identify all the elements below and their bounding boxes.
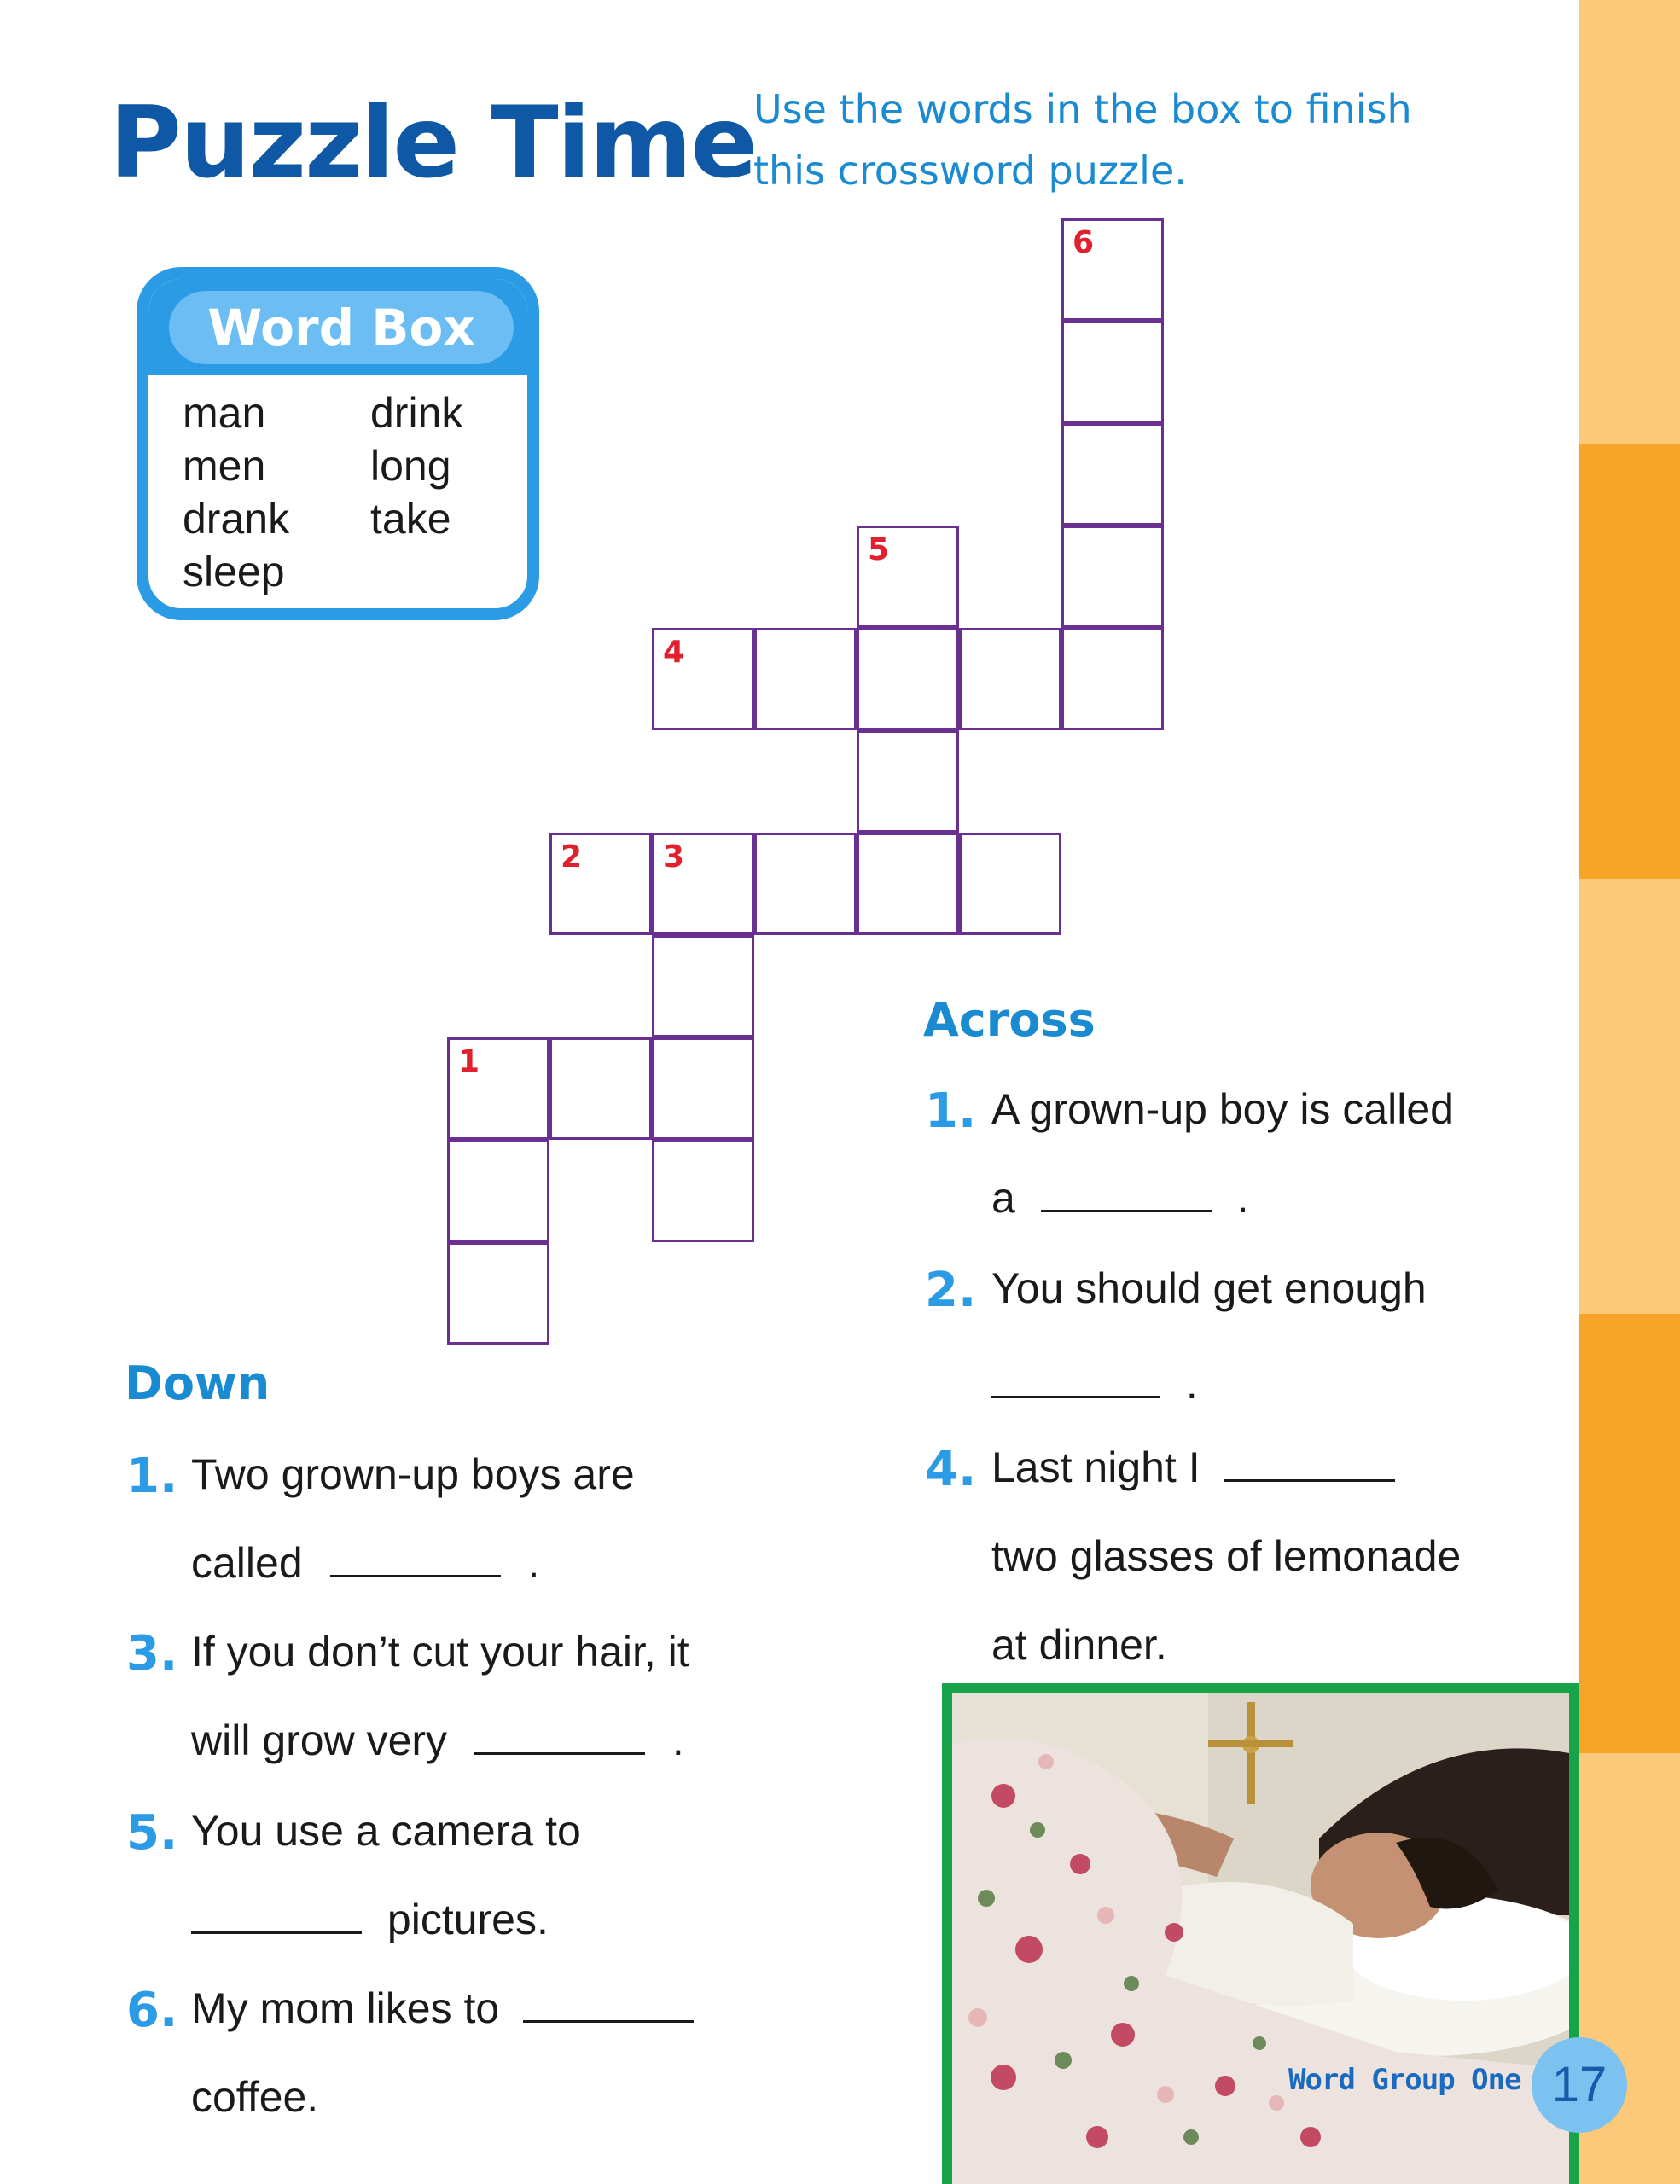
clue-text: You should get enough — [991, 1264, 1427, 1312]
section-label: Word Group One — [1288, 2063, 1521, 2097]
clue-number: 5 — [868, 532, 890, 567]
crossword-cell[interactable] — [754, 628, 857, 730]
clue-text: My mom likes to — [191, 1984, 500, 2032]
crossword-cell[interactable] — [754, 833, 857, 935]
clue-number: 6. — [126, 1983, 178, 2038]
crossword-cell[interactable] — [447, 1242, 549, 1345]
crossword-cell[interactable] — [652, 628, 754, 730]
answer-blank[interactable] — [523, 1983, 694, 2023]
clue-text: If you don’t cut your hair, it — [191, 1628, 689, 1676]
clue-number: 1 — [458, 1044, 480, 1079]
crossword-cell[interactable] — [1061, 628, 1164, 730]
clue-text: . — [1185, 1360, 1198, 1408]
word-list-item: man — [183, 389, 266, 437]
edge-tab — [1579, 879, 1680, 1314]
clue-number: 1. — [925, 1083, 977, 1139]
clue-text: Last night I — [991, 1443, 1200, 1491]
crossword-cell[interactable] — [652, 1037, 754, 1140]
word-box-title-pill — [169, 291, 514, 364]
word-list-item: take — [370, 495, 451, 543]
sleeping-man-illustration — [952, 1693, 1569, 2184]
clue-text: two glasses of lemonade — [991, 1532, 1462, 1580]
clue-number: 3 — [663, 839, 685, 874]
crossword-cell[interactable] — [652, 833, 754, 935]
word-box-header — [148, 279, 527, 375]
clue-text — [991, 1442, 1395, 1493]
word-list-item: drink — [370, 389, 463, 437]
crossword-cell[interactable] — [1061, 423, 1164, 526]
instructions-line: Use the words in the box to finish — [753, 86, 1412, 132]
answer-blank[interactable] — [330, 1537, 501, 1577]
clue-text: Two grown-up boys are — [191, 1450, 635, 1498]
clue-text — [191, 1537, 539, 1589]
crossword-cell[interactable] — [857, 628, 959, 730]
clue-text: You use a camera to — [191, 1807, 581, 1855]
crossword-cell[interactable] — [652, 935, 754, 1037]
crossword-cell[interactable] — [549, 833, 652, 935]
crossword-cell[interactable] — [857, 730, 959, 833]
edge-tab — [1579, 0, 1680, 444]
sleeping-man-photo — [942, 1683, 1579, 2184]
clue-number: 2. — [925, 1263, 977, 1318]
clue-number: 5. — [126, 1805, 178, 1861]
clue-text — [191, 1894, 549, 1945]
word-box — [137, 267, 539, 620]
clue-text: A grown-up boy is called — [991, 1085, 1454, 1133]
clue-number: 3. — [126, 1626, 178, 1682]
clue-text: called — [191, 1539, 303, 1587]
clue-text: . — [1236, 1174, 1249, 1222]
crossword-cell[interactable] — [447, 1140, 549, 1242]
word-list-item: men — [183, 442, 266, 490]
answer-blank[interactable] — [474, 1715, 645, 1755]
clue-number: 1. — [126, 1449, 178, 1504]
clue-text: . — [671, 1716, 684, 1764]
clue-text: . — [527, 1539, 540, 1587]
crossword-cell[interactable] — [959, 833, 1061, 935]
crossword-cell[interactable] — [549, 1037, 652, 1140]
across-heading: Across — [923, 993, 1096, 1047]
clue-number: 4. — [925, 1442, 977, 1497]
page-title: Puzzle Time — [109, 85, 756, 200]
crossword-cell[interactable] — [959, 628, 1061, 730]
edge-tab — [1579, 1314, 1680, 1753]
crossword-cell[interactable] — [1061, 526, 1164, 628]
word-list-item: long — [370, 442, 451, 490]
answer-blank[interactable] — [1224, 1442, 1395, 1482]
word-list-item: drank — [183, 495, 290, 543]
clue-text — [191, 1983, 694, 2034]
instructions-line: this crossword puzzle. — [753, 148, 1187, 194]
clue-text — [991, 1172, 1249, 1223]
clue-text: at dinner. — [991, 1621, 1167, 1669]
crossword-cell[interactable] — [857, 526, 959, 628]
word-list-item: sleep — [183, 548, 285, 595]
clue-number: 4 — [663, 635, 685, 670]
instructions — [753, 78, 1521, 201]
clue-text — [191, 1715, 684, 1766]
clue-text: a — [991, 1174, 1015, 1222]
clue-text: pictures. — [387, 1896, 549, 1943]
crossword-cell[interactable] — [1061, 218, 1164, 321]
clue-number: 6 — [1073, 225, 1095, 260]
clue-number: 2 — [561, 839, 583, 874]
edge-tab — [1579, 444, 1680, 879]
answer-blank[interactable] — [191, 1894, 362, 1934]
clue-text: coffee. — [191, 2073, 319, 2121]
word-box-title: Word Box — [207, 299, 475, 357]
clue-text: will grow very — [191, 1716, 448, 1764]
crossword-cell[interactable] — [652, 1140, 754, 1242]
word-list — [183, 386, 524, 598]
clue-text — [991, 1358, 1198, 1409]
answer-blank[interactable] — [1041, 1172, 1212, 1212]
page-number-badge: 17 — [1532, 2037, 1627, 2133]
crossword-cell[interactable] — [857, 833, 959, 935]
crossword-cell[interactable] — [1061, 321, 1164, 423]
down-heading: Down — [125, 1356, 270, 1410]
answer-blank[interactable] — [991, 1358, 1160, 1398]
crossword-cell[interactable] — [447, 1037, 549, 1140]
